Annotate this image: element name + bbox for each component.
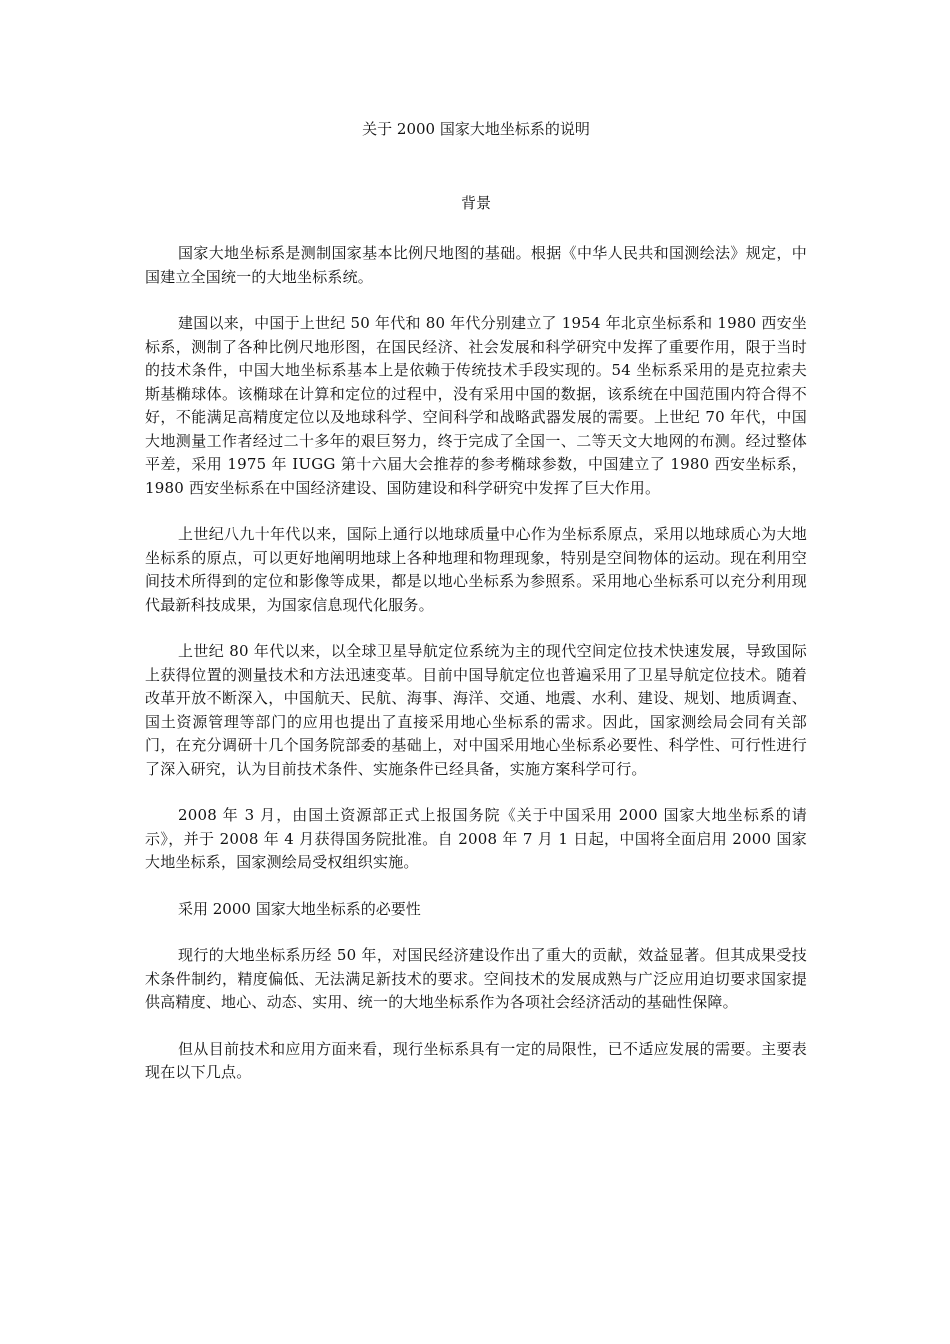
paragraph-6: 现行的大地坐标系历经 50 年，对国民经济建设作出了重大的贡献，效益显著。但其成果受技术条件制约，精度偏低、无法满足新技术的要求。空间技术的发展成熟与广泛应用迫切要求国家提供高精度、地心、动态、实用、统一的大地坐标系作为各项社会经济活动的基础性保障。: [145, 946, 807, 1011]
document-title: 关于 2000 国家大地坐标系的说明: [362, 120, 590, 138]
paragraph-2: 建国以来，中国于上世纪 50 年代和 80 年代分别建立了 1954 年北京坐标系和 1980 西安坐标系，测制了各种比例尺地形图，在国民经济、社会发展和科学研究中发挥了重要作用，限于当时的技术条件，中国大地坐标系基本上是依赖于传统技术手段实现的。54 坐标系采用的是克拉索夫斯基椭球体。该椭球在计算和定位的过程中，没有采用中国的数据，该系统在中国范围内符合得不好，不能满足高精度定位以及地球科学、空间科学和战略武器发展的需要。上世纪 70 年代，中国大地测量工作者经过二十多年的艰巨努力，终于完成了全国一、二等天文大地网的布测。经过整体平差，采用 1975 年 IUGG 第十六届大会推荐的参考椭球参数，中国建立了 1980 西安坐标系，1980 西安坐标系在中国经济建设、国防建设和科学研究中发挥了巨大作用。: [145, 314, 807, 497]
subheading-necessity: 采用 2000 国家大地坐标系的必要性: [178, 899, 421, 918]
paragraph-3: 上世纪八九十年代以来，国际上通行以地球质量中心作为坐标系原点，采用以地球质心为大地坐标系的原点，可以更好地阐明地球上各种地理和物理现象，特别是空间物体的运动。现在利用空间技术所得到的定位和影像等成果，都是以地心坐标系为参照系。采用地心坐标系可以充分利用现代最新科技成果，为国家信息现代化服务。: [145, 525, 807, 614]
section-heading-background: 背景: [460, 194, 491, 212]
paragraph-1: 国家大地坐标系是测制国家基本比例尺地图的基础。根据《中华人民共和国测绘法》规定，中国建立全国统一的大地坐标系统。: [145, 244, 807, 286]
paragraph-5: 2008 年 3 月，由国土资源部正式上报国务院《关于中国采用 2000 国家大地坐标系的请示》，并于 2008 年 4 月获得国务院批准。自 2008 年 7 月 1 日起，中国将全面启用 2000 国家大地坐标系，国家测绘局受权组织实施。: [145, 806, 807, 871]
paragraph-4: 上世纪 80 年代以来，以全球卫星导航定位系统为主的现代空间定位技术快速发展，导致国际上获得位置的测量技术和方法迅速变革。目前中国导航定位也普遍采用了卫星导航定位技术。随着改革开放不断深入，中国航天、民航、海事、海洋、交通、地震、水利、建设、规划、地质调查、国土资源管理等部门的应用也提出了直接采用地心坐标系的需求。因此，国家测绘局会同有关部门，在充分调研十几个国务院部委的基础上，对中国采用地心坐标系必要性、科学性、可行性进行了深入研究，认为目前技术条件、实施条件已经具备，实施方案科学可行。: [145, 642, 807, 778]
document-page: [145, 118, 807, 1108]
paragraph-7: 但从目前技术和应用方面来看，现行坐标系具有一定的局限性，已不适应发展的需要。主要表现在以下几点。: [145, 1039, 807, 1081]
